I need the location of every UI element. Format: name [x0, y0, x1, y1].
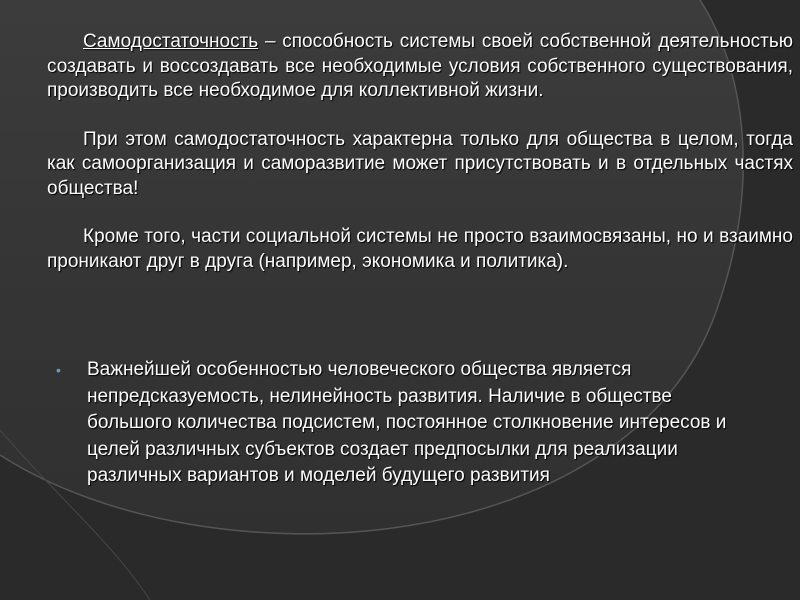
- paragraph-definition: [47, 30, 793, 104]
- paragraph-definition-text: – способность системы своей собственной деятельностью создавать и воссоздавать все необходимые условия собственного существования, производить все необходимое для коллективной жизни.: [47, 31, 793, 101]
- paragraph-interpenetration: Кроме того, части социальной системы не просто взаимосвязаны, но и взаимно проникают друг в друга (например, экономика и политика).: [47, 226, 793, 272]
- bullet-text: Важнейшей особенностью человеческого общества является непредсказуемость, нелинейность развития. Наличие в обществе большого количества подсистем, постоянное столкновение интересов и целей различных субъектов создает предпосылки для реализации различных вариантов и моделей будущего развития: [87, 359, 727, 487]
- term-self-sufficiency: Самодостаточность: [83, 31, 259, 52]
- text-body: [47, 30, 793, 274]
- bullet-dot-icon: •: [56, 362, 61, 378]
- paragraph-society-whole: При этом самодостаточность характерна только для общества в целом, тогда как самоорганизация и саморазвитие может присутствовать и в отдельных частях общества!: [47, 128, 793, 199]
- bullet-item: [56, 357, 756, 490]
